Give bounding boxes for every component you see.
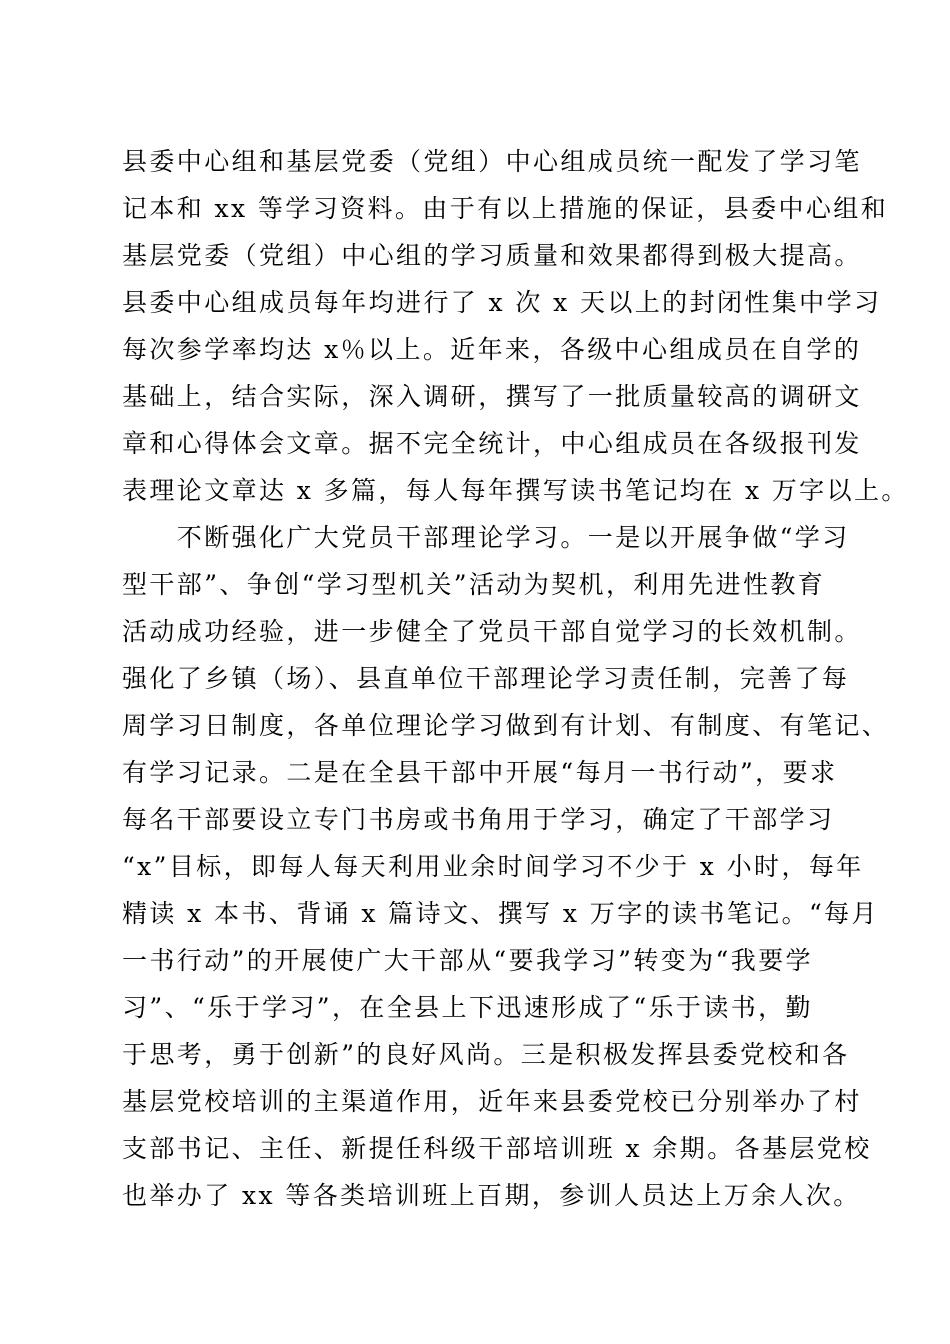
text-line: 精读 x 本书、背诵 x 篇诗文、撰写 x 万字的读书笔记。“每月 <box>122 899 879 928</box>
text-line: 也举办了 xx 等各类培训班上百期，参训人员达上万余人次。 <box>122 1181 861 1210</box>
text-line: 记本和 xx 等学习资料。由于有以上措施的保证，县委中心组和 <box>122 194 889 223</box>
text-line: 基层党校培训的主渠道作用，近年来县委党校已分别举办了村 <box>122 1087 862 1116</box>
text-line: 型干部”、争创“学习型机关”活动为契机，利用先进性教育 <box>122 570 826 599</box>
text-line: 习”、“乐于学习”，在全县上下迅速形成了“乐于读书，勤 <box>122 993 813 1022</box>
text-line: 支部书记、主任、新提任科级干部培训班 x 余期。各基层党校 <box>122 1134 872 1163</box>
text-line: 县委中心组和基层党委（党组）中心组成员统一配发了学习笔 <box>122 147 862 176</box>
text-line: 基础上，结合实际，深入调研，撰写了一批质量较高的调研文 <box>122 382 862 411</box>
text-line: 有学习记录。二是在全县干部中开展“每月一书行动”，要求 <box>122 758 838 787</box>
text-line: 每次参学率均达 x％以上。近年来，各级中心组成员在自学的 <box>122 335 862 364</box>
text-line: 强化了乡镇（场）、县直单位干部理论学习责任制，完善了每 <box>122 664 850 693</box>
text-line: 表理论文章达 x 多篇，每人每年撰写读书笔记均在 x 万字以上。 <box>122 476 909 505</box>
paragraph-start-line: 不断强化广大党员干部理论学习。一是以开展争做“学习 <box>122 523 850 552</box>
text-line: 活动成功经验，进一步健全了党员干部自觉学习的长效机制。 <box>122 617 862 646</box>
text-line: 每名干部要设立专门书房或书角用于学习，确定了干部学习 <box>122 805 835 834</box>
text-line: 一书行动”的开展使广大干部从“要我学习”转变为“我要学 <box>122 946 813 975</box>
text-line: 基层党委（党组）中心组的学习质量和效果都得到极大提高。 <box>122 241 862 270</box>
text-line: 于思考，勇于创新”的良好风尚。三是积极发挥县委党校和各 <box>122 1040 850 1069</box>
text-line: “x”目标，即每人每天利用业余时间学习不少于 x 小时，每年 <box>122 852 864 881</box>
text-line: 县委中心组成员每年均进行了 x 次 x 天以上的封闭性集中学习 <box>122 288 882 317</box>
text-line: 章和心得体会文章。据不完全统计，中心组成员在各级报刊发 <box>122 429 862 458</box>
text-line: 周学习日制度，各单位理论学习做到有计划、有制度、有笔记、 <box>122 711 890 740</box>
